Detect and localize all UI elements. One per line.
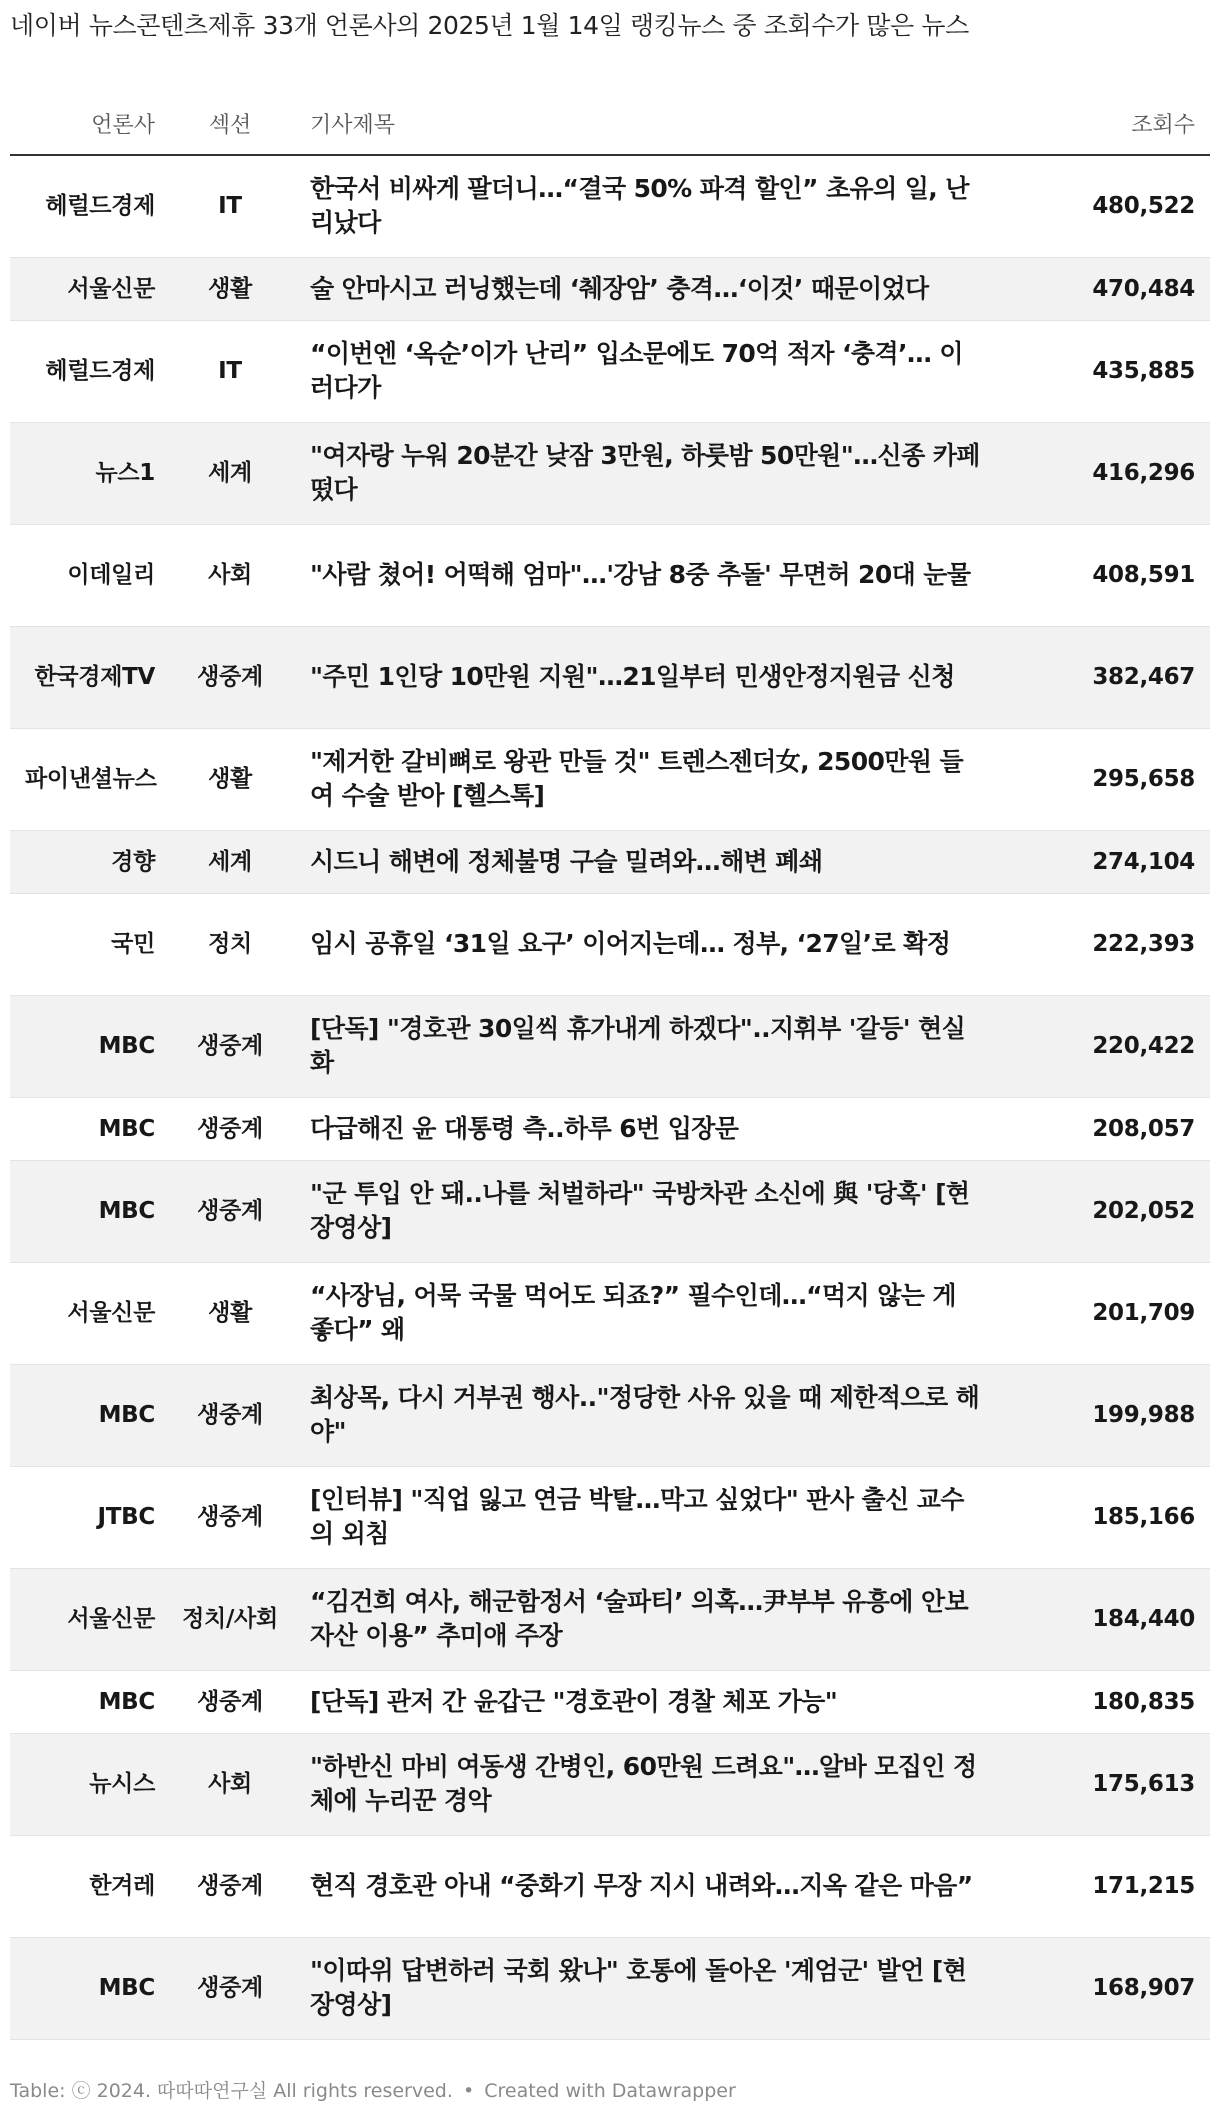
views-cell: 408,591	[1010, 524, 1210, 626]
chart-title: 네이버 뉴스콘텐츠제휴 33개 언론사의 2025년 1월 14일 랭킹뉴스 중 조회수가 많은 뉴스	[10, 11, 969, 40]
headline-cell: 한국서 비싸게 팔더니…“결국 50% 파격 할인” 초유의 일, 난리났다	[290, 155, 1010, 257]
headline-cell: "사람 쳤어! 어떡해 엄마"…'강남 8중 추돌' 무면허 20대 눈물	[290, 524, 1010, 626]
section-cell: 세계	[170, 830, 290, 893]
section-cell: 정치	[170, 893, 290, 995]
views-cell: 202,052	[1010, 1160, 1210, 1262]
views-cell: 382,467	[1010, 626, 1210, 728]
table-row	[10, 320, 1210, 422]
table-row	[10, 155, 1210, 257]
footer-table-label: Table: ⓒ 2024. 따따따연구실 All rights reserved.	[10, 2080, 453, 2102]
outlet-cell: 한국경제TV	[10, 626, 170, 728]
outlet-cell: MBC	[10, 995, 170, 1097]
headline-cell: “이번엔 ‘옥순’이가 난리” 입소문에도 70억 적자 ‘충격’… 이러다가	[290, 320, 1010, 422]
headline-cell: "주민 1인당 10만원 지원"…21일부터 민생안정지원금 신청	[290, 626, 1010, 728]
footer-created-with-link[interactable]: Created with Datawrapper	[484, 2080, 736, 2102]
views-cell: 480,522	[1010, 155, 1210, 257]
headline-cell: "여자랑 누워 20분간 낮잠 3만원, 하룻밤 50만원"…신종 카페 떴다	[290, 422, 1010, 524]
table-row	[10, 1733, 1210, 1835]
section-cell: 생활	[170, 257, 290, 320]
section-cell: IT	[170, 155, 290, 257]
outlet-cell: 헤럴드경제	[10, 320, 170, 422]
table-row	[10, 1568, 1210, 1670]
table-row	[10, 1835, 1210, 1937]
headline-cell: "군 투입 안 돼..나를 처벌하라" 국방차관 소신에 與 '당혹' [현장영상]	[290, 1160, 1010, 1262]
table-row	[10, 524, 1210, 626]
headline-cell: 다급해진 윤 대통령 측..하루 6번 입장문	[290, 1097, 1010, 1160]
outlet-cell: 이데일리	[10, 524, 170, 626]
views-cell: 185,166	[1010, 1466, 1210, 1568]
views-cell: 171,215	[1010, 1835, 1210, 1937]
section-cell: 생중계	[170, 1364, 290, 1466]
table-row	[10, 1262, 1210, 1364]
table-row	[10, 1937, 1210, 2039]
outlet-cell: 파이낸셜뉴스	[10, 728, 170, 830]
headline-cell: [인터뷰] "직업 잃고 연금 박탈…막고 싶었다" 판사 출신 교수의 외침	[290, 1466, 1010, 1568]
headline-cell: 시드니 해변에 정체불명 구슬 밀려와…해변 폐쇄	[290, 830, 1010, 893]
headline-cell: “사장님, 어묵 국물 먹어도 되죠?” 필수인데…“먹지 않는 게 좋다” 왜	[290, 1262, 1010, 1364]
views-cell: 208,057	[1010, 1097, 1210, 1160]
outlet-cell: MBC	[10, 1364, 170, 1466]
section-cell: 생중계	[170, 1670, 290, 1733]
views-cell: 274,104	[1010, 830, 1210, 893]
views-cell: 180,835	[1010, 1670, 1210, 1733]
outlet-cell: 경향	[10, 830, 170, 893]
footer-separator: •	[462, 2080, 475, 2102]
outlet-cell: MBC	[10, 1160, 170, 1262]
views-cell: 220,422	[1010, 995, 1210, 1097]
outlet-cell: 뉴스1	[10, 422, 170, 524]
table-row	[10, 995, 1210, 1097]
headline-cell: "이따위 답변하러 국회 왔나" 호통에 돌아온 '계엄군' 발언 [현장영상]	[290, 1937, 1010, 2039]
section-cell: 생중계	[170, 1160, 290, 1262]
outlet-cell: MBC	[10, 1937, 170, 2039]
column-header-views[interactable]: 조회수	[1010, 92, 1210, 155]
views-cell: 295,658	[1010, 728, 1210, 830]
headline-cell: "하반신 마비 여동생 간병인, 60만원 드려요"…알바 모집인 정체에 누리꾼 경악	[290, 1733, 1010, 1835]
headline-cell: “김건희 여사, 해군함정서 ‘술파티’ 의혹…尹부부 유흥에 안보자산 이용” 추미애 주장	[290, 1568, 1010, 1670]
column-header-section[interactable]: 섹션	[170, 92, 290, 155]
headline-cell: 술 안마시고 러닝했는데 ‘췌장암’ 충격…‘이것’ 때문이었다	[290, 257, 1010, 320]
section-cell: 생중계	[170, 1466, 290, 1568]
table-body	[10, 155, 1210, 2039]
section-cell: 생중계	[170, 1835, 290, 1937]
table-row	[10, 626, 1210, 728]
table-row	[10, 893, 1210, 995]
headline-cell: [단독] 관저 간 윤갑근 "경호관이 경찰 체포 가능"	[290, 1670, 1010, 1733]
views-cell: 435,885	[1010, 320, 1210, 422]
table-row	[10, 830, 1210, 893]
outlet-cell: 헤럴드경제	[10, 155, 170, 257]
views-cell: 175,613	[1010, 1733, 1210, 1835]
section-cell: IT	[170, 320, 290, 422]
views-cell: 416,296	[1010, 422, 1210, 524]
outlet-cell: 서울신문	[10, 257, 170, 320]
views-cell: 184,440	[1010, 1568, 1210, 1670]
headline-cell: "제거한 갈비뼈로 왕관 만들 것" 트렌스젠더女, 2500만원 들여 수술 받아 [헬스톡]	[290, 728, 1010, 830]
table-row	[10, 1160, 1210, 1262]
table-row	[10, 1097, 1210, 1160]
outlet-cell: 서울신문	[10, 1568, 170, 1670]
views-cell: 470,484	[1010, 257, 1210, 320]
outlet-cell: 뉴시스	[10, 1733, 170, 1835]
ranking-news-table	[10, 92, 1210, 2040]
outlet-cell: 서울신문	[10, 1262, 170, 1364]
section-cell: 생중계	[170, 995, 290, 1097]
section-cell: 세계	[170, 422, 290, 524]
table-row	[10, 257, 1210, 320]
section-cell: 생중계	[170, 626, 290, 728]
section-cell: 생중계	[170, 1097, 290, 1160]
section-cell: 정치/사회	[170, 1568, 290, 1670]
outlet-cell: MBC	[10, 1097, 170, 1160]
outlet-cell: 한겨레	[10, 1835, 170, 1937]
footer	[10, 2076, 736, 2103]
outlet-cell: MBC	[10, 1670, 170, 1733]
views-cell: 222,393	[1010, 893, 1210, 995]
column-header-headline[interactable]: 기사제목	[290, 92, 1010, 155]
table-row	[10, 1364, 1210, 1466]
table-row	[10, 1466, 1210, 1568]
views-cell: 201,709	[1010, 1262, 1210, 1364]
table-row	[10, 728, 1210, 830]
column-header-outlet[interactable]: 언론사	[10, 92, 170, 155]
headline-cell: 현직 경호관 아내 “중화기 무장 지시 내려와…지옥 같은 마음”	[290, 1835, 1010, 1937]
section-cell: 생활	[170, 728, 290, 830]
outlet-cell: JTBC	[10, 1466, 170, 1568]
headline-cell: [단독] "경호관 30일씩 휴가내게 하겠다"..지휘부 '갈등' 현실화	[290, 995, 1010, 1097]
section-cell: 사회	[170, 1733, 290, 1835]
section-cell: 사회	[170, 524, 290, 626]
headline-cell: 임시 공휴일 ‘31일 요구’ 이어지는데… 정부, ‘27일’로 확정	[290, 893, 1010, 995]
views-cell: 199,988	[1010, 1364, 1210, 1466]
headline-cell: 최상목, 다시 거부권 행사.."정당한 사유 있을 때 제한적으로 해야"	[290, 1364, 1010, 1466]
section-cell: 생활	[170, 1262, 290, 1364]
outlet-cell: 국민	[10, 893, 170, 995]
views-cell: 168,907	[1010, 1937, 1210, 2039]
table-row	[10, 422, 1210, 524]
table-header	[10, 92, 1210, 155]
section-cell: 생중계	[170, 1937, 290, 2039]
table-row	[10, 1670, 1210, 1733]
